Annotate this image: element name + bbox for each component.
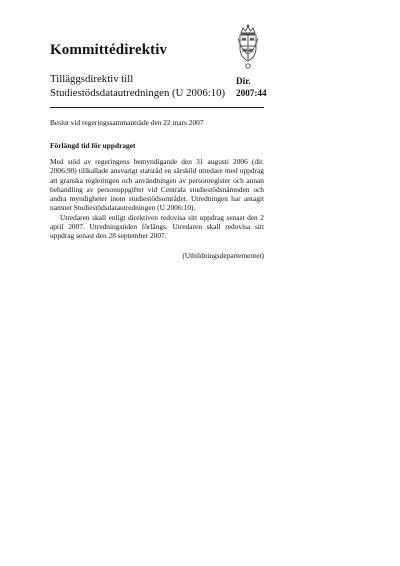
document-title — [50, 73, 225, 100]
document-type: Kommittédirektiv — [50, 42, 168, 58]
section-heading: Förlängd tid för uppdraget — [50, 141, 136, 150]
directive-number-block — [236, 76, 267, 99]
directive-number: 2007:44 — [236, 87, 267, 98]
ministry-name: (Utbildningsdepartementet) — [182, 251, 264, 260]
directive-label: Dir. — [236, 76, 251, 86]
body-paragraph-2: Utredaren skall enligt direktiven redovisa sitt uppdrag senast den 2 april 2007. Utredningstiden förlängs. Utredaren skall redovisa sitt uppdrag senast den 28 september 2007. — [50, 212, 264, 240]
body-text — [50, 157, 264, 240]
title-line-2: Studiestödsdatautredningen (U 2006:10) — [50, 86, 226, 99]
title-line-1: Tilläggsdirektiv till — [50, 73, 134, 85]
header-divider — [50, 107, 264, 108]
body-paragraph-1: Med stöd av regeringens bemyndigande den 31 augusti 2006 (dir. 2006:90) tillkallade ansvarigt statsråd en särskild utredare med uppdrag att granska regleringen och användningen av personregister och annan behandling av personuppgifter vid Centrala studiestödsnämnden och andra myndigheter inom studiestödsområdet. Utredningen har antagit namnet Studiestödsdatautredningen (U 2006:10). — [50, 157, 264, 213]
swedish-coat-of-arms-icon — [232, 24, 264, 72]
decision-date: Beslut vid regeringssammanträde den 22 mars 2007 — [50, 118, 204, 127]
